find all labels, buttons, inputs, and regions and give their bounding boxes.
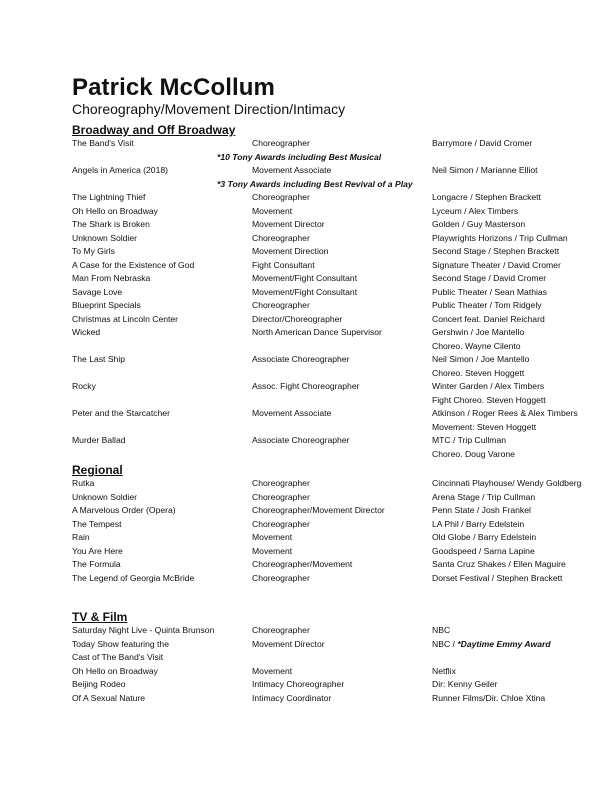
credit-row xyxy=(72,313,602,327)
credit-role: Movement Associate xyxy=(252,165,332,175)
credit-role: Movement Director xyxy=(252,638,325,649)
credit-venue xyxy=(432,380,544,394)
credit-venue-text: MTC / Trip Cullman xyxy=(432,435,507,445)
credit-row xyxy=(72,218,602,232)
credit-row xyxy=(72,558,602,572)
credit-venue-text: Penn State / Josh Frankel xyxy=(432,505,531,515)
credit-venue xyxy=(432,164,538,178)
credit-venue-text: Second Stage / David Cromer xyxy=(432,273,547,283)
credit-venue-text: Choreo. Wayne Cilento xyxy=(432,340,521,351)
credit-venue-text: LA Phil / Barry Edelstein xyxy=(432,518,525,529)
credit-role: Fight Consultant xyxy=(252,259,315,270)
credit-venue-text: Cincinnati Playhouse/ Wendy Goldberg xyxy=(432,478,582,488)
tv-film-section xyxy=(72,610,602,705)
credit-show: Murder Ballad xyxy=(72,435,126,445)
credit-venue xyxy=(432,624,450,638)
credit-row xyxy=(72,434,602,448)
credit-show: Blueprint Specials xyxy=(72,300,141,310)
credit-row xyxy=(72,448,602,462)
credit-venue-text: Golden / Guy Masterson xyxy=(432,219,526,229)
credit-venue xyxy=(432,448,515,462)
credit-show: A Marvelous Order (Opera) xyxy=(72,505,176,515)
credit-row xyxy=(72,491,602,505)
credit-role: Movement Associate xyxy=(252,408,332,418)
credit-venue xyxy=(432,678,497,692)
credit-venue xyxy=(432,313,545,327)
credit-role: Assoc. Fight Choreographer xyxy=(252,381,360,391)
credit-role: Choreographer xyxy=(252,478,310,488)
credit-venue xyxy=(432,259,561,273)
credit-show: Peter and the Starcatcher xyxy=(72,408,170,418)
credit-venue xyxy=(432,407,578,421)
credit-row xyxy=(72,678,602,692)
credit-row xyxy=(72,477,602,491)
credit-row xyxy=(72,232,602,246)
credit-row xyxy=(72,651,602,665)
credit-show: To My Girls xyxy=(72,246,115,256)
section-title-regional: Regional xyxy=(72,463,123,477)
credit-award: *Daytime Emmy Award xyxy=(457,638,551,649)
credit-show: Rocky xyxy=(72,381,96,391)
credit-role: Movement Direction xyxy=(252,246,329,256)
credit-role: Movement xyxy=(252,545,293,556)
credit-show: The Formula xyxy=(72,559,121,569)
credit-venue-text: Winter Garden / Alex Timbers xyxy=(432,381,545,391)
credit-venue-text: Public Theater / Sean Mathias xyxy=(432,286,547,297)
credit-venue-text: Barrymore / David Cromer xyxy=(432,138,533,148)
credit-show: Rain xyxy=(72,532,90,542)
credit-venue-text: Second Stage / Stephen Brackett xyxy=(432,246,560,256)
credit-role: Intimacy Choreographer xyxy=(252,679,345,689)
credit-role: Choreographer xyxy=(252,192,310,202)
credit-venue-text: Choreo. Steven Hoggett xyxy=(432,367,525,378)
credit-venue xyxy=(432,353,529,367)
credit-venue-text: Atkinson / Roger Rees & Alex Timbers xyxy=(432,408,578,418)
credit-venue xyxy=(432,531,536,545)
credit-row xyxy=(72,518,602,532)
credit-row xyxy=(72,394,602,408)
credit-role: Movement/Fight Consultant xyxy=(252,286,358,297)
credit-role: Choreographer xyxy=(252,300,310,310)
credit-show: The Tempest xyxy=(72,518,122,529)
credit-venue xyxy=(432,491,535,505)
credit-row xyxy=(72,531,602,545)
credit-venue xyxy=(432,232,568,246)
credit-venue-text: Runner Films/Dir. Chloe Xtina xyxy=(432,692,546,703)
credit-show: Rutka xyxy=(72,478,95,488)
credit-show: Oh Hello on Broadway xyxy=(72,205,158,216)
credit-venue xyxy=(432,572,562,586)
credit-venue xyxy=(432,692,545,706)
credit-venue-text: Signature Theater / David Cromer xyxy=(432,259,561,270)
credit-row xyxy=(72,272,602,286)
credit-venue-text: Fight Choreo. Steven Hoggett xyxy=(432,394,546,405)
credit-row xyxy=(72,245,602,259)
credit-venue-text: Public Theater / Tom Ridgely xyxy=(432,300,542,310)
credit-row xyxy=(72,259,602,273)
credit-row xyxy=(72,380,602,394)
credit-role: Intimacy Coordinator xyxy=(252,692,332,703)
credit-venue-text: Concert feat. Daniel Reichard xyxy=(432,313,545,324)
credit-role: Movement xyxy=(252,205,293,216)
section-title-tv-film: TV & Film xyxy=(72,610,128,624)
credit-role: Choreographer xyxy=(252,518,310,529)
credit-venue xyxy=(432,326,524,340)
credit-row xyxy=(72,572,602,586)
credit-row xyxy=(72,205,602,219)
credit-venue-text: Santa Cruz Shakes / Ellen Maguire xyxy=(432,559,566,569)
credit-role: Director/Choreographer xyxy=(252,313,343,324)
credit-venue-text: Movement: Steven Hoggett xyxy=(432,421,537,432)
credit-row xyxy=(72,326,602,340)
credit-show: Saturday Night Live - Quinta Brunson xyxy=(72,625,215,635)
credit-show: The Last Ship xyxy=(72,354,126,364)
credit-venue xyxy=(432,191,541,205)
credit-row xyxy=(72,191,602,205)
credit-show: Oh Hello on Broadway xyxy=(72,665,158,676)
credit-venue-text: Neil Simon / Marianne Elliot xyxy=(432,165,538,175)
credit-venue-text: Dorset Festival / Stephen Brackett xyxy=(432,572,563,583)
credit-show: Unknown Soldier xyxy=(72,232,137,243)
credit-row xyxy=(72,340,602,354)
credit-venue xyxy=(432,394,546,408)
credit-show: Man From Nebraska xyxy=(72,273,151,283)
credit-role: Associate Choreographer xyxy=(252,435,350,445)
credit-show: A Case for the Existence of God xyxy=(72,259,195,270)
credit-row xyxy=(72,504,602,518)
credit-venue xyxy=(432,518,524,532)
credit-show: The Legend of Georgia McBride xyxy=(72,572,195,583)
credit-venue-text: Netflix xyxy=(432,665,456,676)
resume-subtitle: Choreography/Movement Direction/Intimacy xyxy=(72,101,346,117)
credit-venue xyxy=(432,218,525,232)
credit-role: Choreographer xyxy=(252,232,310,243)
credit-venue-text: NBC xyxy=(432,625,451,635)
credit-show: Cast of The Band's Visit xyxy=(72,652,164,662)
credit-venue xyxy=(432,558,566,572)
credit-role: Choreographer xyxy=(252,491,310,502)
credit-venue-text: Choreo. Doug Varone xyxy=(432,448,515,459)
credit-venue xyxy=(432,299,542,313)
resume-name: Patrick McCollum xyxy=(72,74,275,101)
credit-venue-text: Longacre / Stephen Brackett xyxy=(432,192,541,202)
credit-role: Choreographer/Movement Director xyxy=(252,505,385,515)
credit-venue-text: Playwrights Horizons / Trip Cullman xyxy=(432,232,568,243)
credit-role: Movement Director xyxy=(252,219,325,229)
credit-row xyxy=(72,421,602,435)
credit-show: The Shark is Broken xyxy=(72,219,150,229)
credit-row xyxy=(72,137,602,151)
credit-venue xyxy=(432,434,506,448)
broadway-section xyxy=(72,123,602,461)
credit-venue xyxy=(432,245,559,259)
credit-venue xyxy=(432,477,581,491)
credit-show: Savage Love xyxy=(72,286,123,297)
credit-show: Beijing Rodeo xyxy=(72,679,126,689)
credit-show: Unknown Soldier xyxy=(72,491,137,502)
credit-row xyxy=(72,638,602,652)
credit-role: North American Dance Supervisor xyxy=(252,327,382,337)
award-note-text: *3 Tony Awards including Best Revival of a Play xyxy=(217,178,413,189)
credit-show: The Band's Visit xyxy=(72,138,134,148)
credit-row xyxy=(72,624,602,638)
credit-venue xyxy=(432,340,521,354)
credit-role: Movement/Fight Consultant xyxy=(252,273,358,283)
credit-venue-text: Lyceum / Alex Timbers xyxy=(432,205,519,216)
credit-venue xyxy=(432,504,531,518)
credit-row xyxy=(72,353,602,367)
credit-show: The Lightning Thief xyxy=(72,192,146,202)
credit-row xyxy=(72,665,602,679)
credit-role: Choreographer/Movement xyxy=(252,559,353,569)
credit-row xyxy=(72,407,602,421)
credit-venue xyxy=(432,137,532,151)
credit-venue xyxy=(432,545,535,559)
credit-show: Of A Sexual Nature xyxy=(72,692,146,703)
credit-venue-text: NBC / xyxy=(432,638,458,649)
credit-role: Associate Choreographer xyxy=(252,354,350,364)
credit-venue xyxy=(432,665,456,679)
credit-role: Movement xyxy=(252,665,293,676)
credit-role: Choreographer xyxy=(252,138,310,148)
credit-venue-text: Old Globe / Barry Edelstein xyxy=(432,532,537,542)
credit-venue-text: Goodspeed / Sarna Lapine xyxy=(432,545,535,556)
award-note xyxy=(72,151,602,165)
regional-section xyxy=(72,463,602,585)
credit-show: Christmas at Lincoln Center xyxy=(72,313,179,324)
credit-role: Choreographer xyxy=(252,625,310,635)
credit-row xyxy=(72,299,602,313)
credit-venue-text: Gershwin / Joe Mantello xyxy=(432,327,525,337)
credit-venue xyxy=(432,421,536,435)
credit-venue-text: Arena Stage / Trip Cullman xyxy=(432,491,536,502)
credit-venue xyxy=(432,272,546,286)
credit-role: Movement xyxy=(252,532,293,542)
credit-show: Today Show featuring the xyxy=(72,638,169,649)
section-title-broadway: Broadway and Off Broadway xyxy=(72,123,236,137)
award-note xyxy=(72,178,602,192)
credit-venue xyxy=(432,638,551,652)
credit-venue-text: Neil Simon / Joe Mantello xyxy=(432,354,530,364)
credit-venue xyxy=(432,286,547,300)
credit-venue xyxy=(432,205,518,219)
credit-show: You Are Here xyxy=(72,545,123,556)
credit-role: Choreographer xyxy=(252,572,310,583)
credit-row xyxy=(72,367,602,381)
credit-show: Wicked xyxy=(72,327,101,337)
credit-row xyxy=(72,286,602,300)
credit-row xyxy=(72,545,602,559)
credit-row xyxy=(72,164,602,178)
credit-row xyxy=(72,692,602,706)
award-note-text: *10 Tony Awards including Best Musical xyxy=(217,151,382,162)
credit-venue xyxy=(432,367,524,381)
credit-show: Angels in America (2018) xyxy=(72,165,169,175)
credit-venue-text: Dir: Kenny Geiler xyxy=(432,679,498,689)
